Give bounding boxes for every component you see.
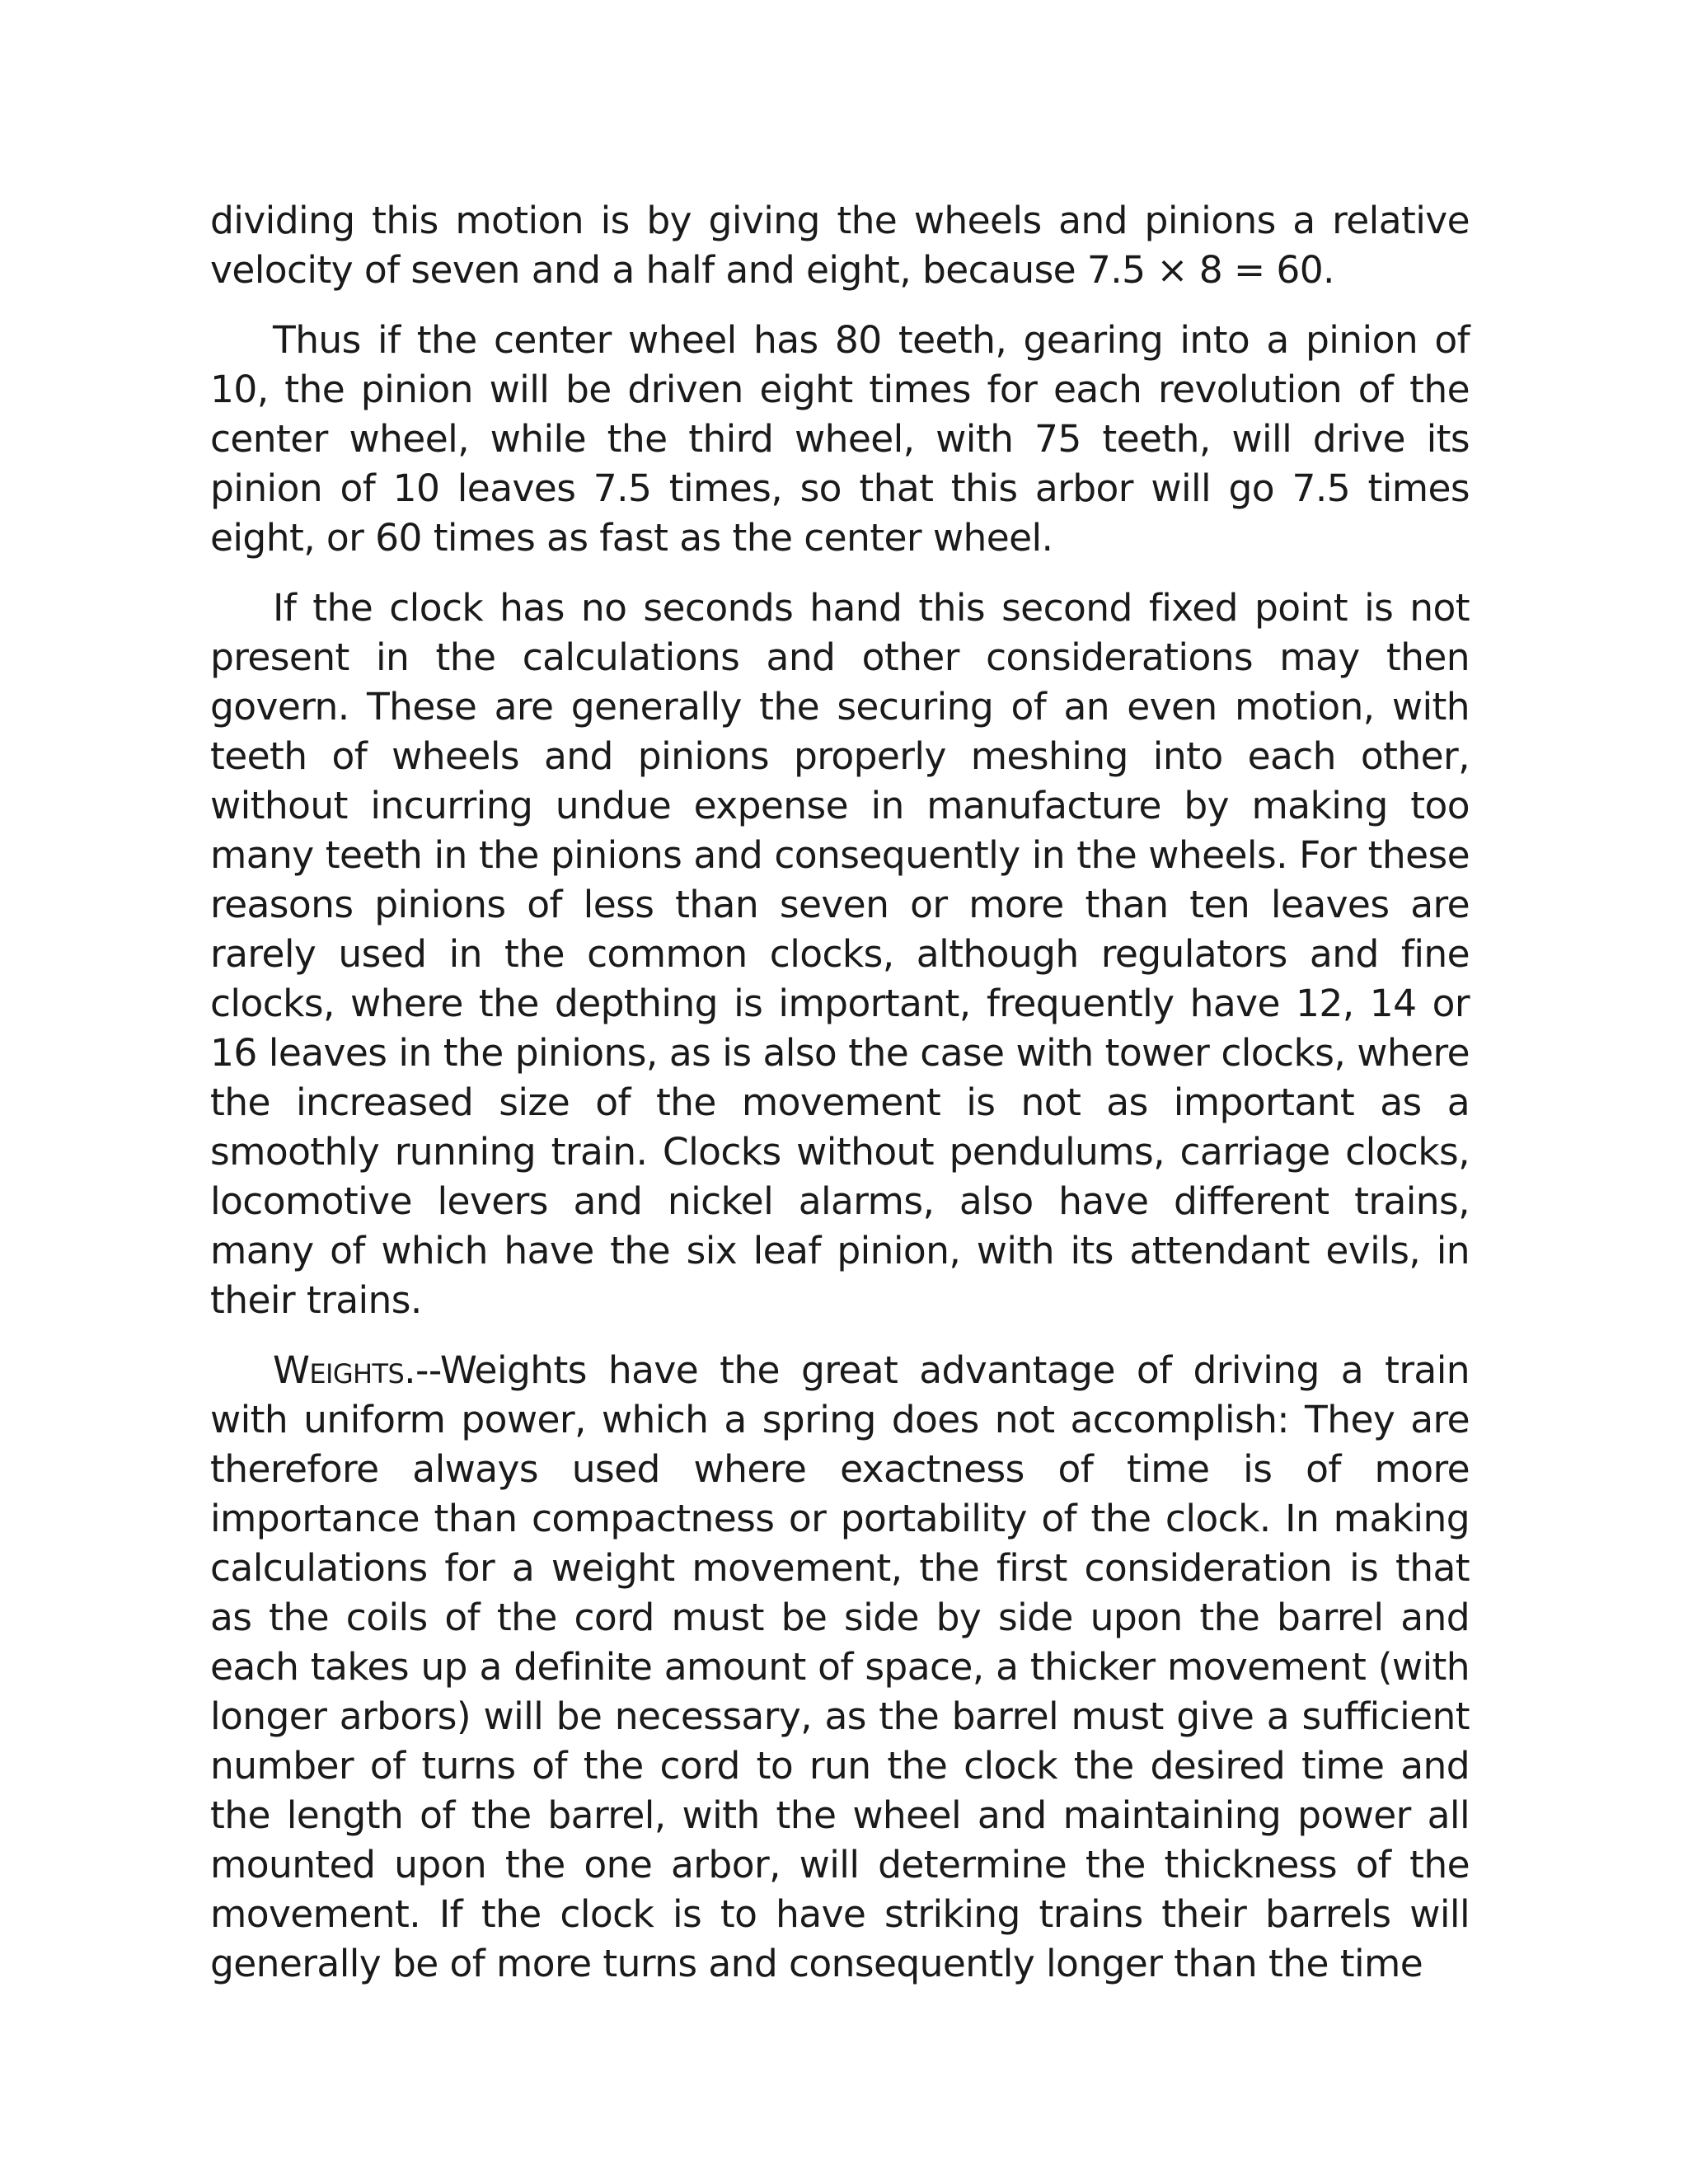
paragraph-2: [210, 316, 1470, 563]
paragraph-1: [210, 196, 1470, 295]
paragraph-2-text: Thus if the center wheel has 80 teeth, gearing into a pinion of 10, the pinion will be driven eight times for each revolution of the center wheel, while the third wheel, with 75 teeth, will drive its pinion of 10 leaves 7.5 times, so that this arbor will go 7.5 times eight, or 60 times as fast as the center wheel.: [210, 318, 1470, 560]
document-page: [210, 196, 1470, 1989]
paragraph-3-text: If the clock has no seconds hand this second fixed point is not present in the calculations and other considerations may then govern. These are generally the securing of an even motion, with teeth of wheels and pinions properly meshing into each other, without incurring undue expense in manufacture by making too many teeth in the pinions and consequently in the wheels. For these reasons pinions of less than seven or more than ten leaves are rarely used in the common clocks, although regulators and fine clocks, where the depthing is important, frequently have 12, 14 or 16 leaves in the pinions, as is also the case with tower clocks, where the increased size of the movement is not as important as a smoothly running train. Clocks without pendulums, carriage clocks, locomotive levers and nickel alarms, also have different trains, many of which have the six leaf pinion, with its attendant evils, in their trains.: [210, 586, 1470, 1322]
paragraph-4: [210, 1346, 1470, 1989]
paragraph-3: [210, 583, 1470, 1325]
paragraph-4-text: .--Weights have the great advantage of driving a train with uniform power, which a spring does not accomplish: They are therefore always used where exactness of time is of more importance than compactness or portability of the clock. In making calculations for a weight movement, the first consideration is that as the coils of the cord must be side by side upon the barrel and each takes up a definite amount of space, a thicker movement (with longer arbors) will be necessary, as the barrel must give a sufficient number of turns of the cord to run the clock the desired time and the length of the barrel, with the wheel and maintaining power all mounted upon the one arbor, will determine the thickness of the movement. If the clock is to have striking trains their barrels will generally be of more turns and consequently longer than the time: [210, 1348, 1470, 1985]
paragraph-1-text: dividing this motion is by giving the wheels and pinions a relative velocity of seven and a half and eight, because 7.5 × 8 = 60.: [210, 199, 1470, 292]
section-heading-weights: Weights: [273, 1348, 405, 1392]
